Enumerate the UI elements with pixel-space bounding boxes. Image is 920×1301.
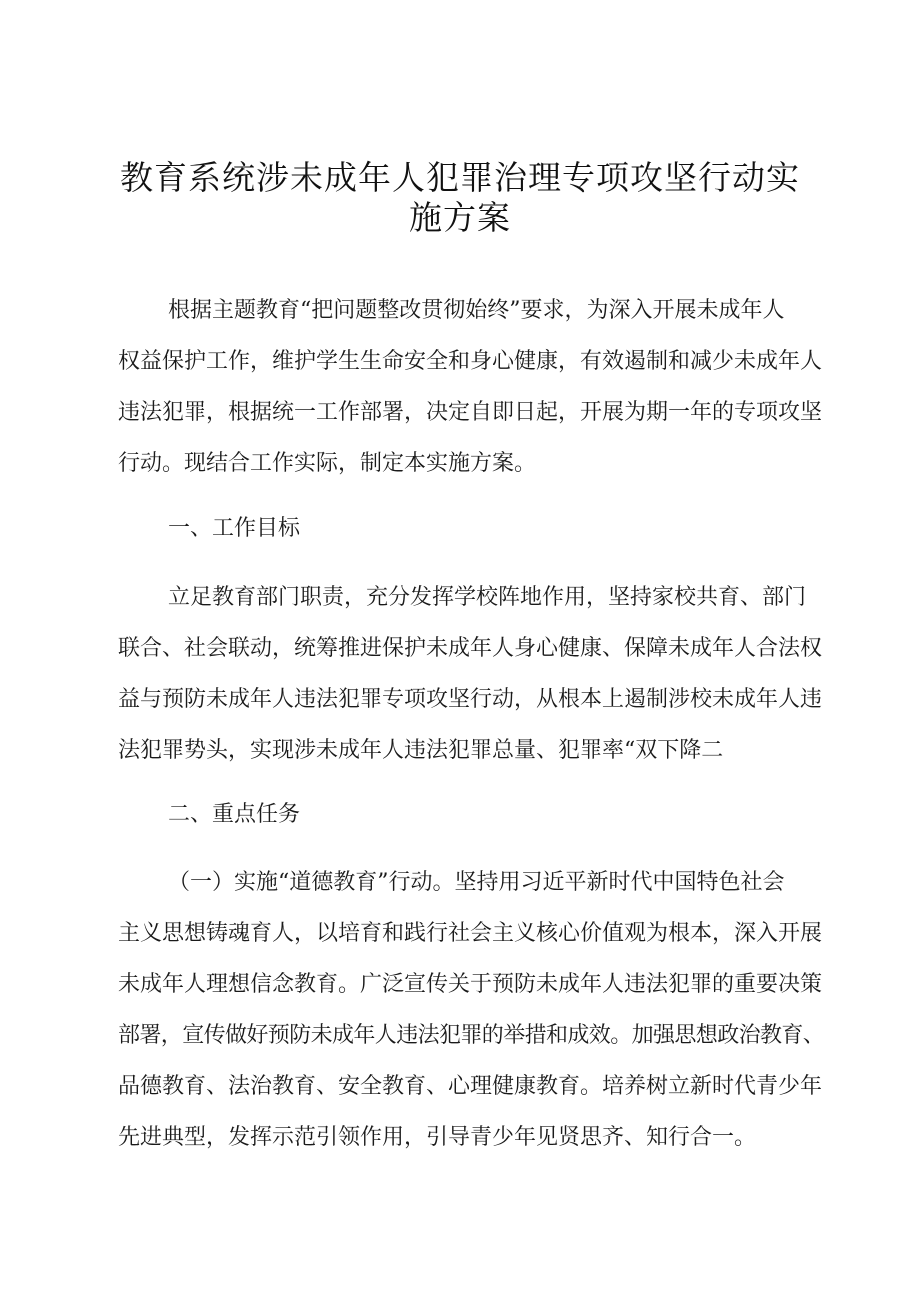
section-2-line-3: 未成年人理想信念教育。广泛宣传关于预防未成年人违法犯罪的重要决策 — [118, 972, 823, 997]
section-2-line-6: 先进典型，发挥示范引领作用，引导青少年见贤思齐、知行合一。 — [118, 1125, 757, 1150]
section-1-line-4: 法犯罪势头，实现涉未成年人违法犯罪总量、犯罪率“双下降二 — [118, 738, 724, 763]
section-1-heading: 一、工作目标 — [168, 516, 301, 541]
section-1-line-1: 立足教育部门职责，充分发挥学校阵地作用，坚持家校共育、部门 — [168, 585, 807, 610]
section-2-line-2: 主义思想铸魂育人，以培育和践行社会主义核心价值观为根本，深入开展 — [118, 921, 823, 946]
document-title-line-2: 施方案 — [409, 198, 511, 237]
section-1-line-2: 联合、社会联动，统筹推进保护未成年人身心健康、保障未成年人合法权 — [118, 636, 823, 661]
document-title-line-1: 教育系统涉未成年人犯罪治理专项攻坚行动实 — [120, 158, 800, 197]
section-2-line-4: 部署，宣传做好预防未成年人违法犯罪的举措和成效。加强思想政治教育、 — [118, 1023, 825, 1048]
section-2-line-1: （一）实施“道德教育”行动。坚持用习近平新时代中国特色社会 — [168, 870, 785, 895]
section-2-line-5: 品德教育、法治教育、安全教育、心理健康教育。培养树立新时代青少年 — [118, 1074, 823, 1099]
intro-line-2: 权益保护工作，维护学生生命安全和身心健康，有效遏制和减少未成年人 — [118, 349, 823, 374]
intro-line-3: 违法犯罪，根据统一工作部署，决定自即日起，开展为期一年的专项攻坚 — [118, 400, 823, 425]
section-1-line-3: 益与预防未成年人违法犯罪专项攻坚行动，从根本上遏制涉校未成年人违 — [118, 687, 823, 712]
intro-line-4: 行动。现结合工作实际，制定本实施方案。 — [118, 451, 537, 476]
intro-line-1: 根据主题教育“把问题整改贯彻始终”要求，为深入开展未成年人 — [168, 298, 785, 323]
section-2-heading: 二、重点任务 — [168, 802, 301, 827]
